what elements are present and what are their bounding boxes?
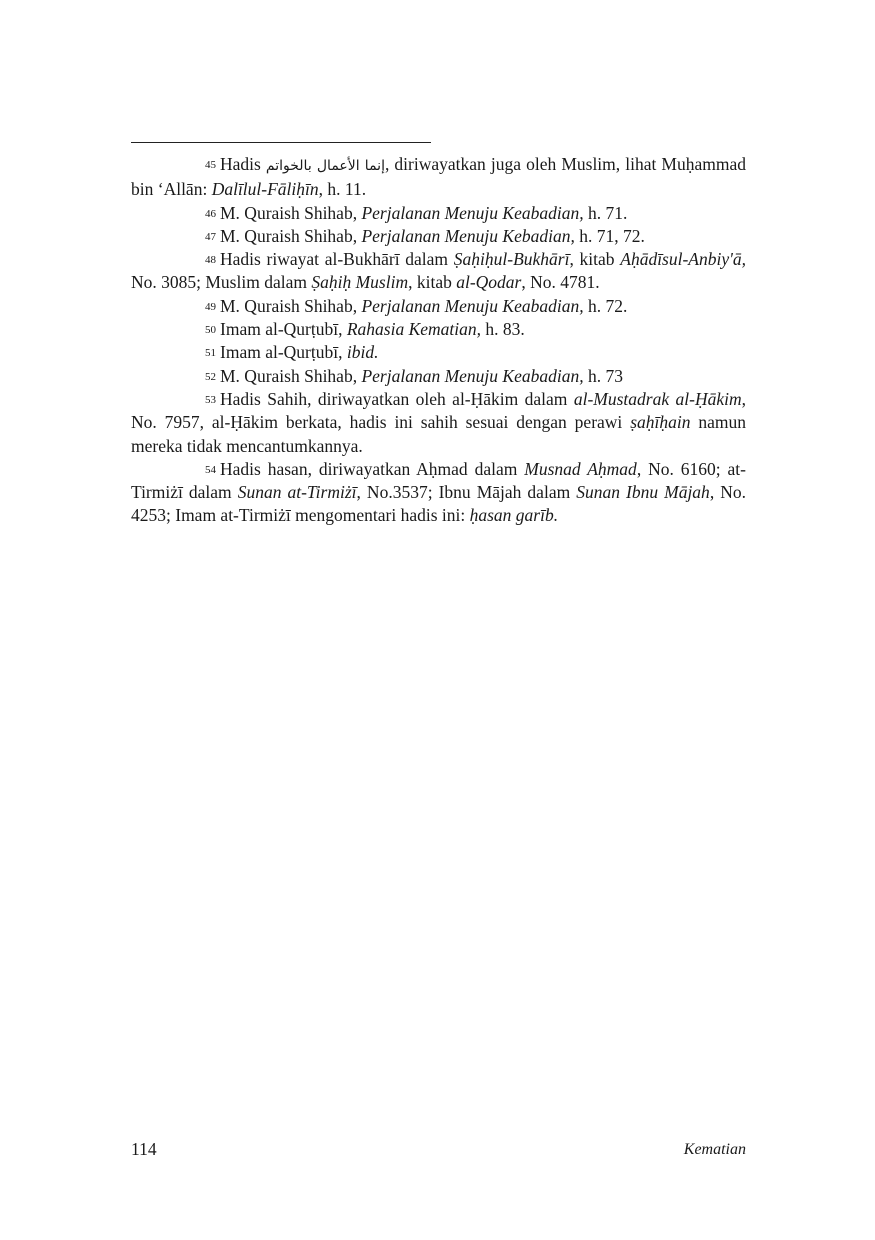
footnote-text: Hadis riwayat al-Bukhārī dalam: [220, 249, 454, 270]
footnote-text: Imam al-Qurṭubī,: [220, 342, 347, 363]
footnote-number: 53: [205, 393, 216, 406]
footnote-number: 47: [205, 230, 216, 243]
italic-citation: Rahasia Kematian,: [346, 319, 482, 340]
footnote-number: 50: [205, 324, 216, 337]
footnote-text: Imam al-Qurṭubī,: [220, 319, 347, 340]
footnote: [131, 458, 746, 528]
footnote: [131, 318, 746, 341]
footnote-separator-rule: [131, 142, 431, 143]
footnote-text: M. Quraish Shihab,: [220, 365, 362, 386]
footnote-number: 51: [205, 347, 216, 360]
footnote-number: 52: [205, 370, 216, 383]
footnote-text: , No. 4253; Imam at-Tirmiżī mengomentari hadis ini:: [131, 482, 746, 526]
footnote-text: , No.3537; Ibnu Mājah dalam: [356, 482, 577, 503]
footnote-text: h. 83.: [481, 319, 525, 340]
italic-citation: Ṣaḥiḥ Muslim: [311, 272, 409, 293]
footnote-text: h. 71, 72.: [574, 225, 645, 246]
footnote: [131, 341, 746, 364]
footnote-text: , No. 4781.: [521, 272, 600, 293]
footnote-text: h. 72.: [583, 295, 628, 316]
italic-citation: Perjalanan Menuju Keabadian,: [361, 295, 584, 316]
italic-citation: al-Qodar: [456, 272, 522, 293]
italic-citation: Musnad Aḥmad: [524, 458, 637, 479]
footnote-number: 45: [205, 159, 216, 171]
page-number: 114: [131, 1139, 157, 1159]
italic-citation: Perjalanan Menuju Keabadian,: [361, 365, 584, 386]
italic-citation: ḥasan garīb.: [469, 505, 559, 526]
footnote-text: h. 73: [583, 365, 623, 386]
footnote-text: M. Quraish Shihab,: [220, 225, 362, 246]
italic-citation: Dalīlul-Fāliḥīn: [211, 179, 319, 200]
footnote: [131, 365, 746, 388]
running-title: Kematian: [683, 1141, 746, 1158]
footnote-text: Hadis Sahih, diriwayatkan oleh al-Ḥākim dalam: [220, 388, 574, 409]
italic-citation: Sunan at-Tirmiżī: [237, 482, 357, 503]
italic-citation: Sunan Ibnu Mājah: [576, 482, 710, 503]
italic-citation: Ṣaḥiḥul-Bukhārī: [453, 249, 570, 270]
arabic-text: إنما الأعمال بالخواتم: [265, 158, 385, 174]
footnote-text: , No. 7957, al-Ḥākim berkata, hadis ini sahih sesuai dengan perawi: [131, 388, 746, 433]
footnote-text: , kitab: [569, 249, 621, 270]
italic-citation: ṣaḥīḥain: [630, 412, 691, 433]
footnote-text: , No. 6160; at-Tirmiżī dalam: [131, 458, 746, 503]
footnote: [131, 153, 746, 202]
footnote-text: Hadis: [220, 154, 266, 174]
italic-citation: Perjalanan Menuju Keabadian,: [361, 202, 584, 223]
footnotes-block: [131, 153, 746, 528]
footnote-text: , h. 11.: [318, 179, 367, 200]
footnote-text: M. Quraish Shihab,: [220, 295, 362, 316]
footnote-text: , kitab: [408, 272, 457, 293]
footnote: [131, 202, 746, 225]
italic-citation: Perjalanan Menuju Kebadian,: [361, 225, 575, 246]
footnote-text: , diriwayatkan juga oleh Muslim, lihat Muḥammad bin ‘Allān:: [131, 154, 747, 200]
italic-citation: al-Mustadrak al-Ḥākim: [573, 388, 742, 409]
footnote: [131, 295, 746, 318]
footnote-text: namun mereka tidak mencantumkannya.: [131, 412, 746, 456]
footnote-number: 54: [205, 463, 216, 476]
footnote: [131, 225, 746, 248]
footnote-text: No. 3085; Muslim dalam: [131, 272, 312, 293]
footnote-number: 49: [205, 300, 216, 313]
footnote-text: h. 71.: [583, 202, 628, 223]
footnote-number: 48: [205, 254, 216, 267]
footnote: [131, 248, 746, 295]
footnote-text: M. Quraish Shihab,: [220, 202, 362, 223]
italic-citation: Aḥādīsul-Anbiy'ā,: [620, 249, 746, 270]
footnote: [131, 388, 746, 458]
footnote-text: Hadis hasan, diriwayatkan Aḥmad dalam: [220, 458, 525, 479]
footnote-number: 46: [205, 207, 216, 220]
italic-citation: ibid.: [346, 342, 379, 363]
